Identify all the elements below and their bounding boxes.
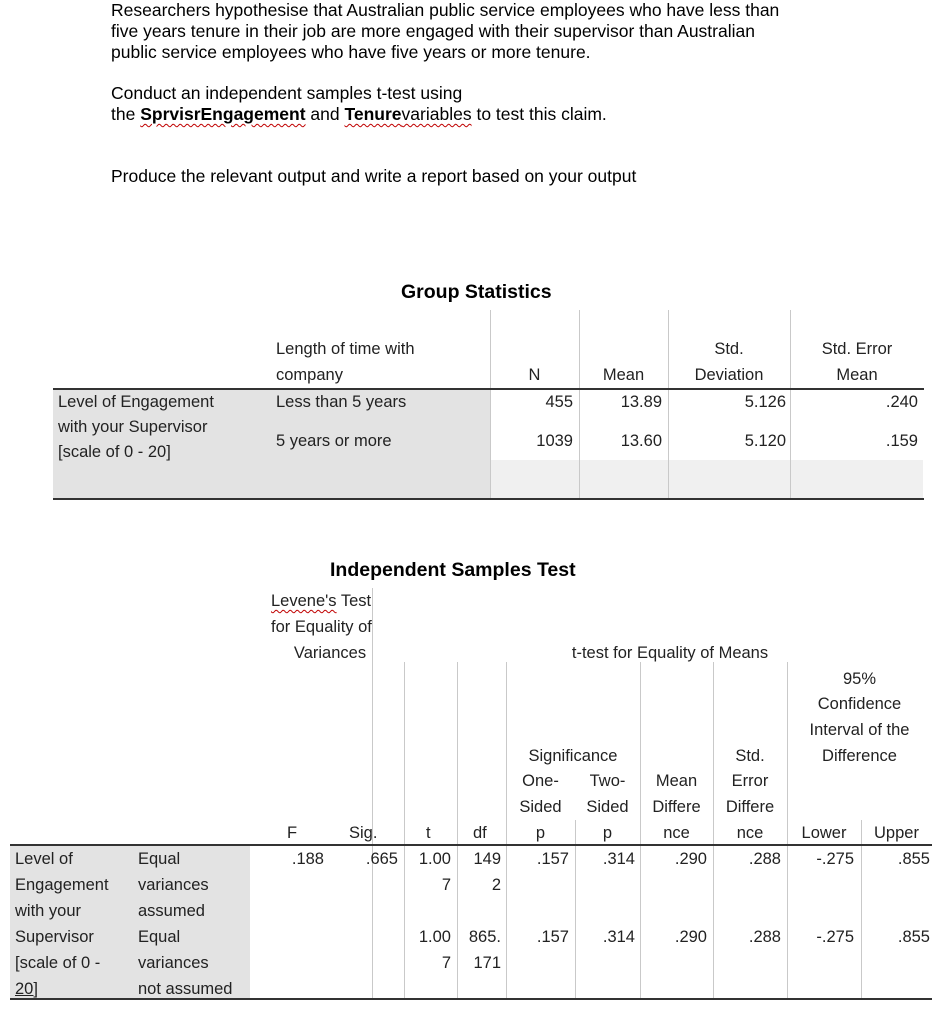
ist-row-equal-not-assumed: variances [138,954,209,972]
ist-one-sided-cell: .157 [536,850,569,868]
gs-header-sd: Deviation [694,366,764,384]
ist-header-upper: Upper [874,824,919,842]
ist-upper-cell: .855 [897,850,930,868]
ist-sig-cell: .665 [365,850,398,868]
ist-lower-cell: -.275 [816,928,854,946]
gs-n-cell: 455 [545,393,573,411]
ist-one-sided-header: One- [522,772,559,790]
ist-df-cell: 2 [491,876,501,894]
variable-tenure: Tenure [344,104,402,124]
ist-t-cell: 1.00 [418,928,451,946]
ist-upper-cell: .855 [897,928,930,946]
gs-header-group: company [276,366,343,384]
instruction-rest: to test this claim. [476,104,607,124]
instructions-paragraph-1 [111,0,871,63]
ist-levene-header [271,588,371,614]
ist-mean-diff-cell: .290 [674,928,707,946]
instruction-line: Conduct an independent samples t-test using [111,83,463,103]
gs-row-label: [scale of 0 - 20] [58,443,171,461]
ist-lower-cell: -.275 [816,850,854,868]
word-and: and [310,104,340,124]
ist-ttest-header: t-test for Equality of Means [571,644,769,662]
ist-se-diff-cell: .288 [748,928,781,946]
ist-ci-header: Difference [822,747,897,765]
ist-levene-word: Levene's [271,592,337,610]
ist-t-cell: 7 [441,954,451,972]
instruction-line: Researchers hypothesise that Australian public service employees who have less than [111,0,780,20]
ist-header-f: F [287,824,298,842]
gs-header-group: Length of time with [276,340,415,358]
ist-two-sided-header: p [602,824,613,842]
gs-group-5-or-more: 5 years or more [276,432,392,450]
gs-header-n: N [528,366,541,384]
ist-row-equal-assumed: variances [138,876,209,894]
ist-mean-diff-header: Mean [655,772,698,790]
gs-se-cell: .240 [885,393,918,411]
gs-sd-cell: 5.126 [744,393,786,411]
gs-sd-cell: 5.120 [744,432,786,450]
ist-variable-label: Level of [15,850,73,868]
ist-f-cell: .188 [291,850,324,868]
word-variables: variables [401,104,472,124]
gs-header-mean: Mean [602,366,645,384]
gs-row-label: Level of Engagement [58,393,214,411]
ist-ci-header: Confidence [817,695,902,713]
ist-two-sided-header: Two- [589,772,626,790]
gs-header-sd: Std. [714,340,744,358]
ist-t-cell: 7 [441,876,451,894]
ist-df-cell: 149 [473,850,501,868]
gs-group-less-than-5: Less than 5 years [276,393,407,411]
ist-levene-header: Variances [293,644,367,662]
ist-mean-diff-cell: .290 [674,850,707,868]
ist-row-equal-not-assumed: Equal [138,928,181,946]
ist-variable-label: Engagement [15,876,109,894]
ist-two-sided-header: Sided [586,798,629,816]
ist-se-diff-header: Std. [735,747,765,765]
ist-mean-diff-header: Differe [652,798,701,816]
instruction-line: public service employees who have five years or more tenure. [111,42,591,62]
ist-one-sided-header: p [535,824,546,842]
ist-ci-header: 95% [842,670,877,688]
ist-variable-label: 20] [15,980,38,998]
ist-se-diff-cell: .288 [748,850,781,868]
gs-mean-cell: 13.60 [620,432,662,450]
ist-df-cell: 865. [468,928,501,946]
ist-ci-header: Interval of the [809,721,910,739]
gs-empty-row-shade [490,460,923,498]
ist-row-equal-not-assumed: not assumed [138,980,233,998]
gs-mean-cell: 13.89 [620,393,662,411]
gs-row-label: with your Supervisor [58,418,208,436]
ist-two-sided-cell: .314 [602,850,635,868]
ist-se-diff-header: Differe [725,798,775,816]
ist-df-cell: 171 [473,954,501,972]
ist-header-lower: Lower [801,824,847,842]
ist-se-diff-header: Error [731,772,769,790]
ist-one-sided-header: Sided [519,798,562,816]
ist-levene-test-word: Test [340,592,372,610]
instruction-line: five years tenure in their job are more engaged with their supervisor than Australian [111,21,755,41]
ist-row-equal-assumed: Equal [138,850,181,868]
gs-n-cell: 1039 [536,432,573,450]
independent-test-title: Independent Samples Test [330,559,576,581]
variable-sprvisrengagement: SprvisrEngagement [140,104,306,124]
ist-significance-header: Significance [528,747,618,765]
gs-header-se: Std. Error [821,340,893,358]
ist-two-sided-cell: .314 [602,928,635,946]
ist-one-sided-cell: .157 [536,928,569,946]
word-the: the [111,104,136,124]
group-statistics-title: Group Statistics [401,281,552,303]
ist-header-t: t [426,824,431,842]
ist-t-cell: 1.00 [418,850,451,868]
ist-header-sig: Sig. [349,824,378,842]
instructions-paragraph-2 [111,83,607,125]
instructions-paragraph-3: Produce the relevant output and write a report based on your output [111,166,637,186]
ist-se-diff-header: nce [736,824,764,842]
ist-variable-label: [scale of 0 - [15,954,101,972]
ist-variable-label: Supervisor [15,928,94,946]
gs-bottom-rule [53,498,924,500]
ist-header-df: df [473,824,487,842]
ist-levene-header: for Equality of [271,618,372,636]
ist-variable-label: with your [15,902,82,920]
instruction-line [111,104,607,125]
ist-row-equal-assumed: assumed [138,902,205,920]
gs-se-cell: .159 [885,432,918,450]
gs-header-se: Mean [836,366,878,384]
ist-mean-diff-header: nce [663,824,690,842]
